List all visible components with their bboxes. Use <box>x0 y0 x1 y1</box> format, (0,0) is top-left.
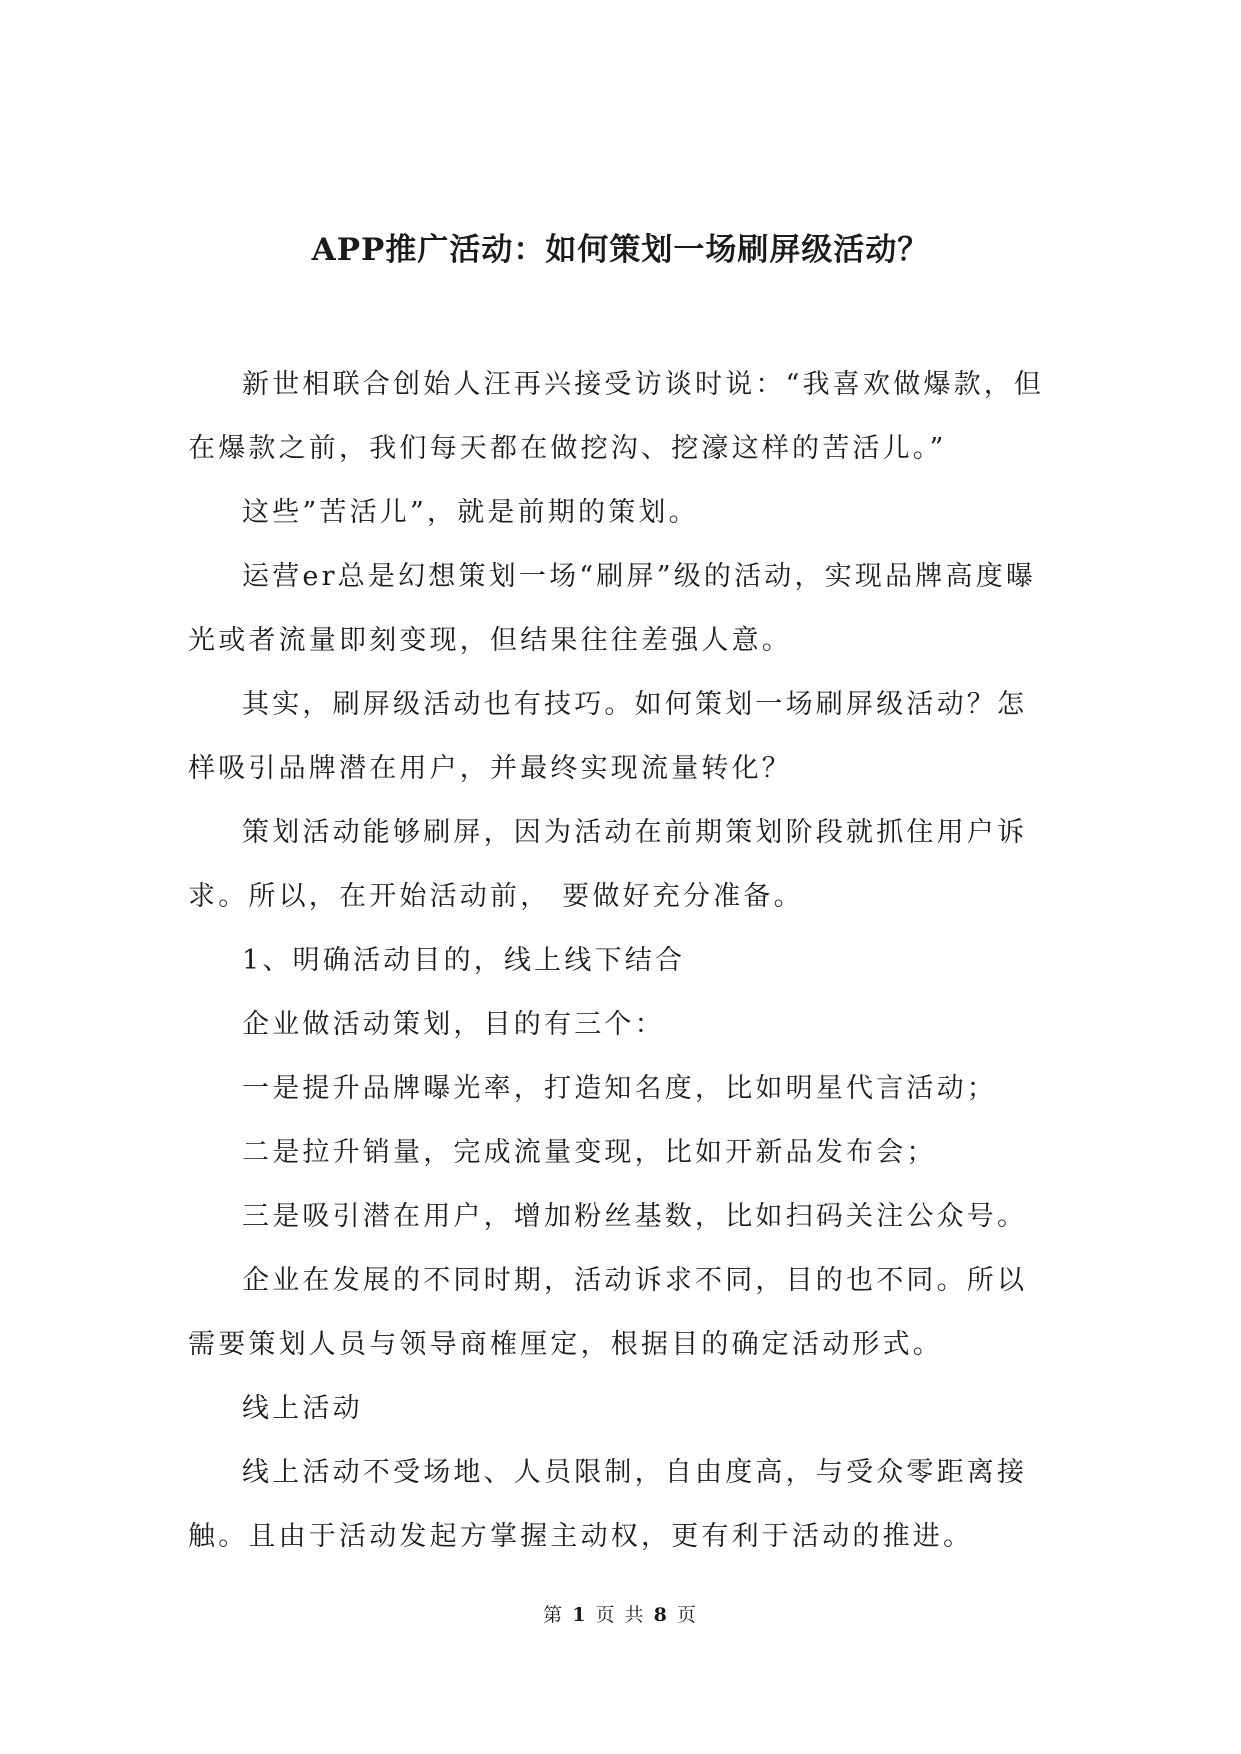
page-footer <box>0 1600 1241 1630</box>
current-page-number: 1 <box>572 1604 588 1626</box>
list-item: 二是拉升销量，完成流量变现，比如开新品发布会； <box>242 1137 937 1168</box>
section-heading: 1、明确活动目的，线上线下结合 <box>242 945 686 976</box>
paragraph: 运营er总是幻想策划一场“刷屏”级的活动，实现品牌高度曝光或者流量即刻变现，但结果往往差强人意。 <box>188 561 1037 656</box>
paragraph: 其实，刷屏级活动也有技巧。如何策划一场刷屏级活动？怎样吸引品牌潜在用户，并最终实现流量转化？ <box>188 689 1028 784</box>
document-title: APP推广活动：如何策划一场刷屏级活动？ <box>311 232 930 268</box>
paragraph: 企业在发展的不同时期，活动诉求不同，目的也不同。所以需要策划人员与领导商榷厘定，根据目的确定活动形式。 <box>188 1265 1028 1360</box>
paragraph: 新世相联合创始人汪再兴接受访谈时说：“我喜欢做爆款，但在爆款之前，我们每天都在做挖沟、挖濠这样的苦活儿。” <box>188 369 1045 464</box>
paragraph: 线上活动不受场地、人员限制，自由度高，与受众零距离接触。且由于活动发起方掌握主动权，更有利于活动的推进。 <box>188 1457 1028 1552</box>
total-page-count: 8 <box>653 1604 669 1626</box>
paragraph: 策划活动能够刷屏，因为活动在前期策划阶段就抓住用户诉求。所以，在开始活动前， 要做好充分准备。 <box>188 817 1028 912</box>
paragraph: 这些”苦活儿”，就是前期的策划。 <box>242 497 699 528</box>
paragraph: 企业做活动策划，目的有三个： <box>242 1009 665 1040</box>
subsection-heading: 线上活动 <box>242 1393 363 1424</box>
footer-prefix: 第 <box>543 1604 565 1626</box>
document-body <box>188 353 1054 1569</box>
list-item: 一是提升品牌曝光率，打造知名度，比如明星代言活动； <box>242 1073 997 1104</box>
footer-suffix: 页 <box>676 1604 698 1626</box>
list-item: 三是吸引潜在用户，增加粉丝基数，比如扫码关注公众号。 <box>242 1201 1028 1232</box>
footer-mid: 页 共 <box>595 1604 646 1626</box>
